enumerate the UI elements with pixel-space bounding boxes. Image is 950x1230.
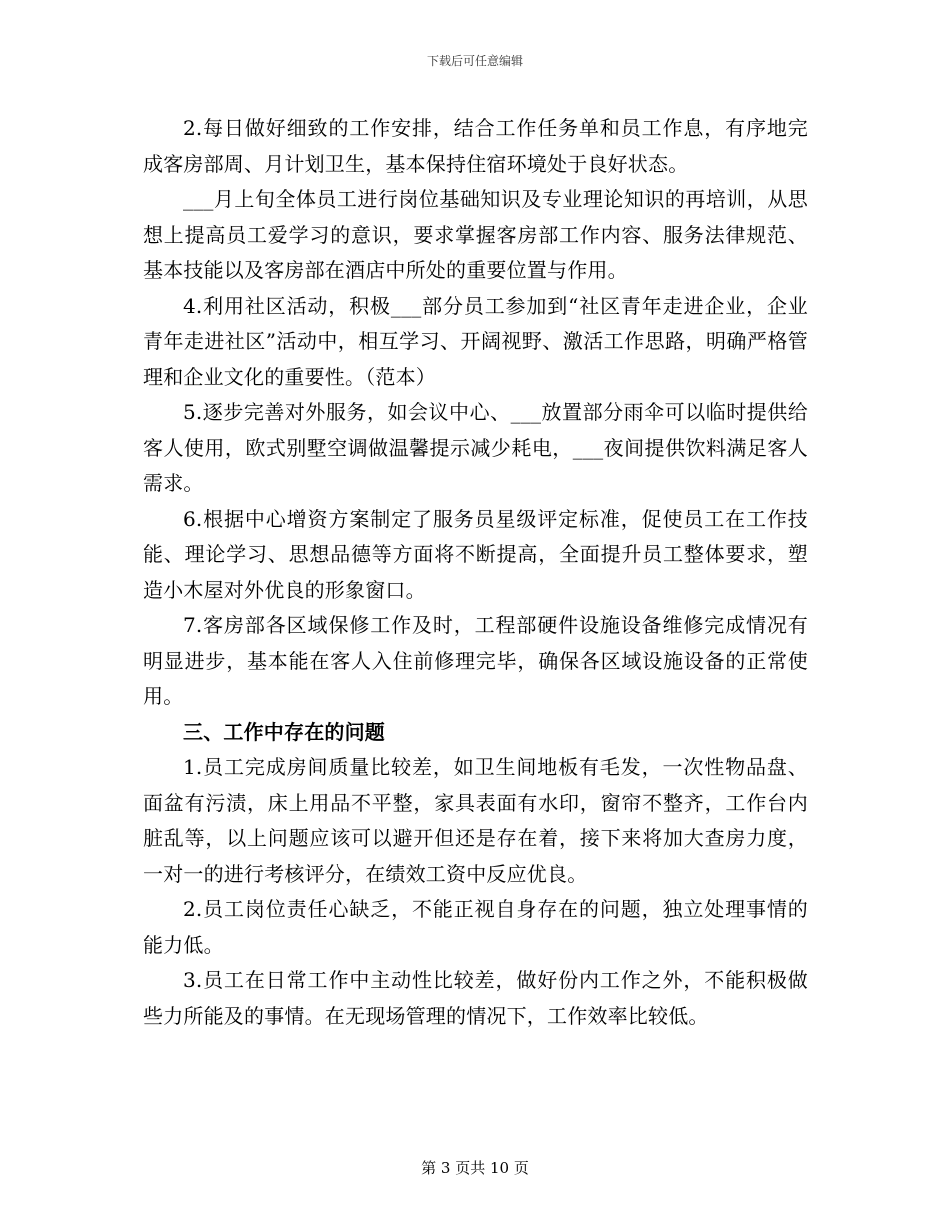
problem-item-1: 1.员工完成房间质量比较差，如卫生间地板有毛发，一次性物品盘、面盆有污渍，床上用品不平整，家具表面有水印，窗帘不整齐，工作台内脏乱等，以上问题应该可以避开但还是存在着，接下来将加大查房力度，一对一的进行考核评分，在绩效工资中反应优良。: [143, 755, 808, 886]
paragraph-item-2: 2.每日做好细致的工作安排，结合工作任务单和员工作息，有序地完成客房部周、月计划卫生，基本保持住宿环境处于良好状态。: [143, 116, 808, 176]
paragraph-item-7: 7.客房部各区域保修工作及时，工程部硬件设施设备维修完成情况有明显进步，基本能在客人入住前修理完毕，确保各区域设施设备的正常使用。: [143, 613, 808, 708]
problem-item-3: 3.员工在日常工作中主动性比较差，做好份内工作之外，不能积极做些力所能及的事情。在无现场管理的情况下，工作效率比较低。: [143, 968, 808, 1028]
document-body: [143, 111, 808, 1034]
paragraph-item-3: ___月上旬全体员工进行岗位基础知识及专业理论知识的再培训，从思想上提高员工爱学习的意识，要求掌握客房部工作内容、服务法律规范、基本技能以及客房部在酒店中所处的重要位置与作用。: [143, 187, 808, 282]
page-footer: 第 3 页共 10 页: [421, 1159, 529, 1177]
problem-item-2: 2.员工岗位责任心缺乏，不能正视自身存在的问题，独立处理事情的能力低。: [143, 897, 808, 957]
paragraph-item-4: 4.利用社区活动，积极___部分员工参加到“社区青年走进企业，企业青年走进社区”活动中，相互学习、开阔视野、激活工作思路，明确严格管理和企业文化的重要性。（范本）: [143, 293, 808, 389]
paragraph-item-5: 5.逐步完善对外服务，如会议中心、___放置部分雨伞可以临时提供给客人使用，欧式别墅空调做温馨提示减少耗电，___夜间提供饮料满足客人需求。: [143, 400, 808, 495]
section-heading: 三、工作中存在的问题: [183, 719, 385, 744]
page-header: 下载后可任意编辑: [426, 54, 523, 68]
paragraph-item-6: 6.根据中心增资方案制定了服务员星级评定标准，促使员工在工作技能、理论学习、思想品德等方面将不断提高，全面提升员工整体要求，塑造小木屋对外优良的形象窗口。: [143, 506, 808, 602]
